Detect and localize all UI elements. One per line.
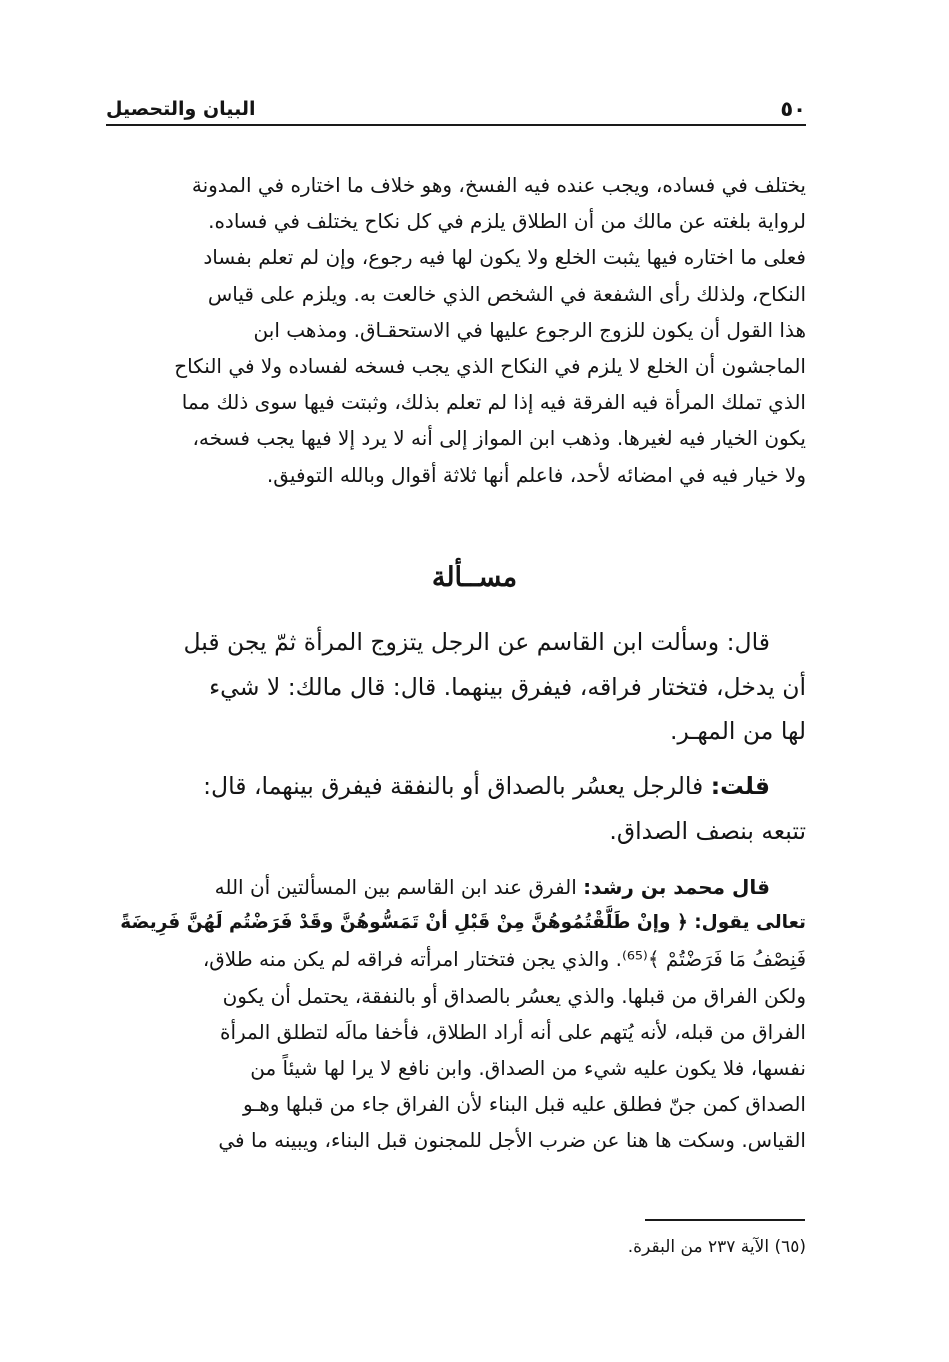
text-line: أن يدخل، فتختار فراقه، فيفرق بينهما. قال: قال مالك: لا شيء bbox=[209, 672, 806, 701]
book-title: البيان والتحصيل bbox=[106, 98, 256, 120]
commentary-line-text: الفرق عند ابن القاسم بين المسألتين أن الله bbox=[214, 875, 584, 899]
paragraph-continuation bbox=[106, 167, 806, 493]
text-line: الماجشون أن الخلع لا يلزم في النكاح الذي يجب فسخه لفساده ولا في النكاح bbox=[174, 354, 806, 379]
text-line bbox=[106, 620, 806, 665]
text-line bbox=[106, 869, 806, 905]
text-line: لرواية بلغته عن مالك من أن الطلاق يلزم في كل نكاح يختلف في فساده. bbox=[208, 209, 806, 234]
question-lead: قلت: bbox=[710, 772, 770, 800]
text-line: لها من المهـر. bbox=[670, 717, 806, 745]
question-line-text: قال: وسألت ابن القاسم عن الرجل يتزوج المرأة ثمّ يجن قبل bbox=[183, 628, 770, 656]
question-line-text: فالرجل يعسُر بالصداق أو بالنفقة فيفرق بينهما، قال: bbox=[203, 772, 711, 800]
running-header bbox=[106, 94, 806, 126]
second-question-paragraph bbox=[106, 764, 806, 853]
text-line: يكون الخيار فيه لغيرها. وذهب ابن المواز إلى أنه لا يرد إلا فيها يجب فسخه، bbox=[192, 426, 806, 451]
text-line: الفراق من قبله، لأنه يُتهم على أنه أراد الطلاق، فأخفا مالَه لتطلق المرأة bbox=[219, 1019, 806, 1044]
footnote-divider bbox=[645, 1219, 805, 1221]
text-line: ولكن الفراق من قبلها. والذي يعسُر بالصداق أو بالنفقة، يحتمل أن يكون bbox=[222, 983, 806, 1008]
commentary-lead: قال محمد بن رشد: bbox=[583, 875, 770, 899]
text-line: تتبعه بنصف الصداق. bbox=[609, 816, 806, 845]
quran-verse-line: تعالى يقول: ﴿ وإنْ طَلَّقْتُمُوهُنَّ مِنْ قَبْلِ أنْ تَمَسُّوهُنَّ وقَدْ فَرَضْتُم لَهُنَّ فَرِيضَةً bbox=[120, 912, 806, 934]
text-line: الصداق كمن جنّ فطلق عليه قبل البناء لأن الفراق جاء من قبلها وهـو bbox=[243, 1092, 806, 1117]
section-heading: مســألة bbox=[431, 562, 518, 593]
question-paragraph bbox=[106, 620, 806, 754]
page-number: ٥٠ bbox=[780, 97, 806, 121]
text-line: نفسها، فلا يكون عليه شيء من الصداق. وابن نافع لا يرا لها شيئاً من bbox=[250, 1056, 806, 1081]
text-line: هذا القول أن يكون للزوج الرجوع عليها في الاستحقـاق. ومذهب ابن bbox=[253, 317, 806, 342]
text-line: القياس. وسكت ها هنا عن ضرب الأجل للمجنون قبل البناء، ويبينه ما في bbox=[218, 1128, 806, 1153]
text-line: النكاح، ولذلك رأى الشفعة في الشخص الذي خالعت به. ويلزم على قياس bbox=[207, 281, 806, 306]
text-line: فعلى ما اختاره فيها يثبت الخلع ولا يكون لها فيه رجوع، وإن لم تعلم بفساد bbox=[203, 245, 806, 270]
text-line: الذي تملك المرأة فيه الفرقة فيه إذا لم تعلم بذلك، وثبتت فيها سوى ذلك مما bbox=[181, 390, 806, 415]
text-line: يختلف في فساده، ويجب عنده فيه الفسخ، وهو خلاف ما اختاره في المدونة bbox=[191, 173, 806, 197]
text-line: ولا خيار فيه في امضائه لأحد، فاعلم أنها ثلاثة أقوال وبالله التوفيق. bbox=[266, 462, 806, 487]
commentary-paragraph bbox=[106, 869, 806, 1159]
footnote: (٦٥) الآية ٢٣٧ من البقرة. bbox=[627, 1237, 806, 1257]
text-line: فَنِصْفُ مَا فَرَضْتُمْ ﴾⁽⁶⁵⁾. والذي يجن فتختار امرأته فراقه لم يكن منه طلاق، bbox=[202, 947, 806, 972]
text-line bbox=[106, 764, 806, 809]
